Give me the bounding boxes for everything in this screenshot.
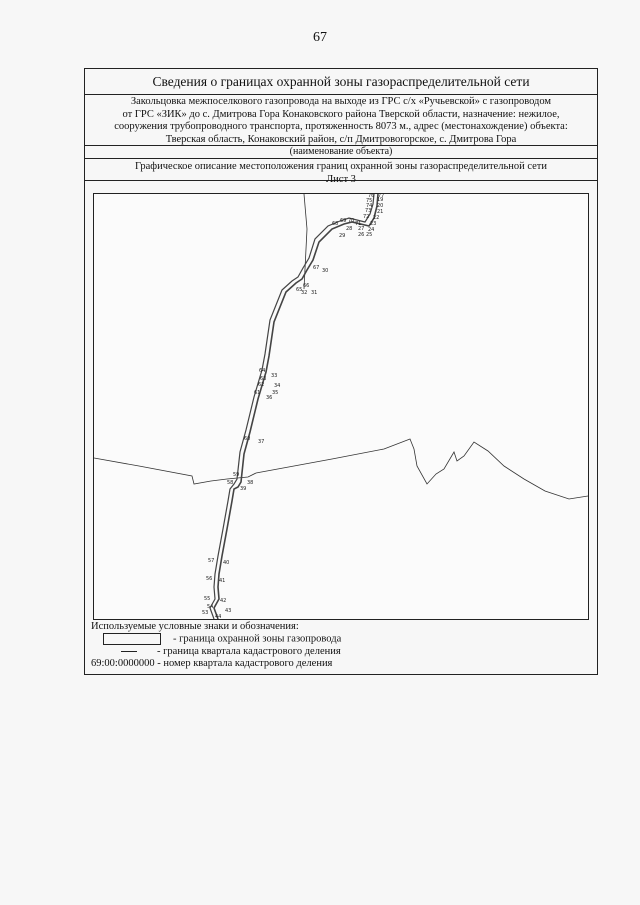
object-line: Тверская область, Конаковский район, с/п Дмитровогорское, с. Дмитрова Гора — [165, 133, 517, 145]
point-label: 76 — [368, 194, 375, 199]
point-label: 60 — [244, 436, 251, 442]
point-label: 20 — [377, 203, 384, 209]
point-label: 35 — [272, 390, 279, 396]
quarter-boundary-line — [256, 439, 588, 499]
sheet-label: Лист 3 — [326, 174, 356, 185]
page-number: 67 — [313, 30, 327, 45]
point-label: 74 — [366, 203, 373, 209]
point-label: 53 — [202, 610, 209, 616]
legend-quarter-text: - граница квартала кадастрового деления — [157, 646, 341, 657]
point-label: 72 — [363, 214, 370, 220]
document-frame — [84, 68, 598, 675]
point-label: 26 — [358, 232, 365, 238]
point-label: 62 — [258, 382, 265, 388]
point-label: 75 — [366, 198, 373, 204]
point-label: 37 — [258, 439, 265, 445]
point-label: 33 — [271, 373, 278, 379]
quarter-border-symbol — [121, 651, 137, 652]
point-label: 39 — [240, 486, 247, 492]
point-label: 66 — [303, 283, 310, 289]
protection-zone-line — [214, 194, 378, 619]
point-label: 55 — [204, 596, 211, 602]
point-label: 43 — [225, 608, 232, 614]
object-line: сооружения трубопроводного транспорта, протяженность 8073 м., адрес (местонахождение) объекта: — [114, 121, 568, 132]
quarter-number-sample: 69:00:0000000 — [91, 658, 155, 669]
map-area — [93, 193, 589, 620]
point-label: 56 — [206, 576, 213, 582]
point-label: 63 — [260, 376, 267, 382]
point-label: 42 — [220, 598, 227, 604]
point-label: 23 — [370, 221, 377, 227]
point-label: 36 — [266, 395, 273, 401]
zone-border-symbol — [103, 633, 161, 645]
point-label: 71 — [355, 221, 362, 227]
point-label: 30 — [322, 268, 329, 274]
point-label: 34 — [274, 383, 281, 389]
point-label: 27 — [358, 226, 365, 232]
point-label: 28 — [346, 226, 353, 232]
point-label: 31 — [311, 290, 318, 296]
point-label: 44 — [215, 614, 222, 619]
object-line: от ГРС «ЗИК» до с. Дмитрова Гора Конаковского района Тверской области, назначение: нежилое, — [122, 108, 560, 120]
legend-zone-text: - граница охранной зоны газопровода — [173, 633, 342, 645]
point-label: 25 — [366, 232, 373, 238]
description-heading — [85, 159, 597, 185]
legend-quarter-number — [91, 658, 332, 670]
point-label: 41 — [219, 578, 226, 584]
legend-title: Используемые условные знаки и обозначения: — [91, 621, 299, 632]
description-line: Графическое описание местоположения границ охранной зоны газораспределительной сети — [134, 161, 548, 172]
object-description — [85, 95, 597, 146]
point-label: 54 — [207, 604, 214, 610]
point-label: 19 — [377, 197, 384, 203]
point-label: 73 — [365, 208, 372, 214]
point-label: 38 — [247, 480, 254, 486]
point-label: 59 — [233, 472, 240, 478]
legend-quarter-number-text: - номер квартала кадастрового деления — [157, 658, 333, 669]
point-label: 57 — [208, 558, 215, 564]
map-drawing — [94, 194, 588, 619]
point-label: 65 — [296, 287, 303, 293]
point-label: 21 — [377, 209, 384, 215]
object-caption: (наименование объекта) — [85, 146, 597, 159]
object-line: Закольцовка межпоселкового газопровода на выходе из ГРС с/х «Ручьевской» с газопроводом — [130, 96, 552, 107]
point-label: 40 — [223, 560, 230, 566]
point-label: 69 — [340, 218, 347, 224]
legend-quarter-border — [91, 646, 341, 658]
point-label: 32 — [301, 290, 308, 296]
point-label: 24 — [368, 227, 375, 233]
point-label: 29 — [339, 233, 346, 239]
point-label: 70 — [348, 218, 355, 224]
point-label: 68 — [332, 221, 339, 227]
point-label: 61 — [254, 390, 261, 396]
legend-zone-border — [91, 633, 341, 645]
point-label: 77 — [378, 194, 385, 199]
point-label: 22 — [373, 215, 380, 221]
point-label: 67 — [313, 265, 320, 271]
point-label: 64 — [259, 368, 266, 374]
point-label: 58 — [227, 480, 234, 486]
document-title: Сведения о границах охранной зоны газораспределительной сети — [85, 69, 597, 95]
